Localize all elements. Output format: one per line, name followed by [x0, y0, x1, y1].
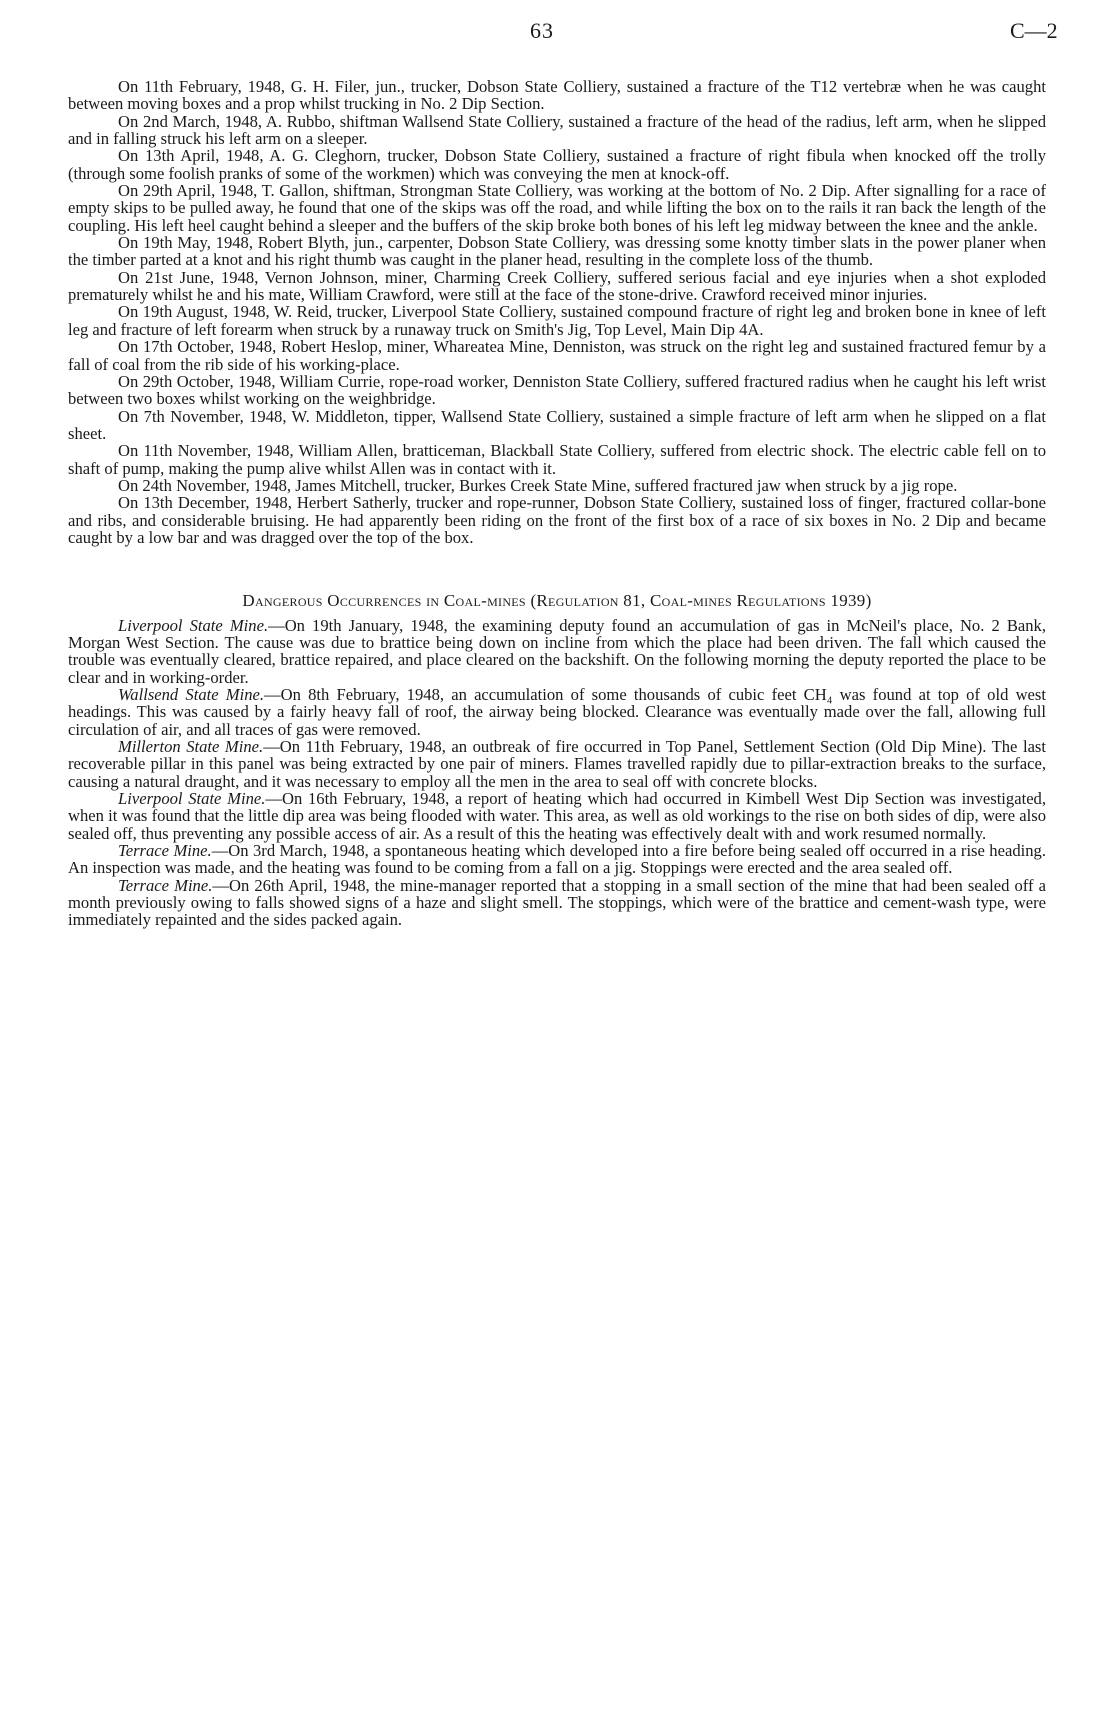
accident-paragraph: On 21st June, 1948, Vernon Johnson, miner, Charming Creek Colliery, suffered serious facial and eye injuries when a shot exploded prematurely whilst he and his mate, William Crawford, were still at the face of the stone-drive. Crawford received minor injuries. — [68, 267, 1046, 305]
page-number: 63 — [530, 18, 554, 43]
page-reference: C—2 — [1010, 18, 1058, 43]
occurrence-paragraph — [68, 686, 1046, 738]
accident-paragraph: On 11th February, 1948, G. H. Filer, jun., trucker, Dobson State Colliery, sustained a fracture of the T12 vertebræ when he was caught between moving boxes and a prop whilst trucking in No. 2 Dip Section. — [68, 77, 1046, 114]
page-header — [0, 14, 1114, 50]
occurrence-paragraph — [68, 617, 1046, 686]
page-body — [68, 78, 1046, 929]
occurrence-paragraph — [68, 790, 1046, 842]
accident-paragraph: On 29th April, 1948, T. Gallon, shiftman, Strongman State Colliery, was working at the bottom of No. 2 Dip. After signalling for a race of empty skips to be pulled away, he found that one of the skips was off the road, and while lifting the box on to the rails it ran back the length of the coupling. His left heel caught behind a sleeper and the buffers of the skip broke both bones of his left leg midway between the knee and the ankle. — [68, 181, 1046, 235]
accident-paragraph: On 11th November, 1948, William Allen, bratticeman, Blackball State Colliery, suffered from electric shock. The electric cable fell on to shaft of pump, making the pump alive whilst Allen was in contact with it. — [68, 441, 1046, 478]
mine-name: Wallsend State Mine. — [118, 685, 265, 704]
accident-paragraph: On 13th December, 1948, Herbert Satherly, trucker and rope-runner, Dobson State Colliery, sustained loss of finger, fractured collar-bone and ribs, and considerable bruising. He had apparently been riding on the front of the first box of a race of six boxes in No. 2 Dip and became caught by a low bar and was dragged over the top of the box. — [68, 493, 1046, 547]
occurrence-paragraph — [68, 842, 1046, 877]
mine-name: Millerton State Mine. — [118, 737, 264, 757]
accident-paragraph: On 2nd March, 1948, A. Rubbo, shiftman Wallsend State Colliery, sustained a fracture of the head of the radius, left arm, when he slipped and in falling struck his left arm on a sleeper. — [68, 111, 1046, 149]
occurrence-text: —On 26th April, 1948, the mine-manager reported that a stopping in a small section of the mine that had been sealed off a month previously owing to falls showed signs of a haze and slight smell. The stoppings, which were of the brattice and cement-wash type, were immediately repainted and the sides packed again. — [68, 875, 1047, 930]
mine-name: Liverpool State Mine. — [118, 789, 266, 809]
accident-paragraph: On 19th August, 1948, W. Reid, trucker, Liverpool State Colliery, sustained compound fracture of right leg and broken bone in knee of left leg and fracture of left forearm when struck by a runaway truck on Smith's Jig, Top Level, Main Dip 4A. — [68, 302, 1046, 339]
section-heading: Dangerous Occurrences in Coal-mines (Regulation 81, Coal-mines Regulations 1939) — [242, 591, 872, 611]
accident-paragraph: On 7th November, 1948, W. Middleton, tipper, Wallsend State Colliery, sustained a simple fracture of left arm when he slipped on a flat sheet. — [68, 406, 1046, 443]
occurrence-text: —On 16th February, 1948, a report of heating which had occurred in Kimbell West Dip Section was investigated, when it was found that the little dip area was being flooded with water. This area, as well as old workings to the rise on both sides of dip, were also sealed off, thus preventing any possible access of air. As a result of this the heating was effectively dealt with and work resumed normally. — [68, 789, 1046, 843]
accident-paragraph: On 24th November, 1948, James Mitchell, trucker, Burkes Creek State Mine, suffered fractured jaw when struck by a jig rope. — [118, 475, 958, 495]
occurrence-text: —On 3rd March, 1948, a spontaneous heating which developed into a fire before being sealed off occurred in a rise heading. An inspection was made, and the heating was found to be coming from a fall on a jig. Stoppings were erected and the area sealed off. — [68, 841, 1046, 878]
mine-name: Terrace Mine. — [118, 841, 212, 861]
accident-paragraph: On 19th May, 1948, Robert Blyth, jun., carpenter, Dobson State Colliery, was dressing some knotty timber slats in the power planer when the timber parted at a knot and his right thumb was caught in the planer head, resulting in the complete loss of the thumb. — [68, 233, 1046, 270]
occurrence-paragraph — [68, 877, 1046, 929]
mine-name: Terrace Mine. — [118, 875, 213, 895]
accident-paragraph: On 29th October, 1948, William Currie, rope-road worker, Denniston State Colliery, suffered fractured radius when he caught his left wrist between two boxes whilst working on the weighbridge. — [68, 371, 1046, 409]
occurrence-text: —On 11th February, 1948, an outbreak of fire occurred in Top Panel, Settlement Section (Old Dip Mine). The last recoverable pillar in this panel was being extracted by one pair of miners. Flames travelled rapidly due to pillar-extraction breaks to the surface, causing a natural draught, and it was necessary to employ all the men in the area to seal off with concrete blocks. — [68, 737, 1047, 791]
accident-paragraph: On 13th April, 1948, A. G. Cleghorn, trucker, Dobson State Colliery, sustained a fracture of right fibula when knocked off the trolly (through some foolish pranks of some of the workmen) which was conveying the men at knock-off. — [68, 146, 1046, 183]
occurrence-text: —On 19th January, 1948, the examining deputy found an accumulation of gas in McNeil's place, No. 2 Bank, Morgan West Section. The cause was due to brattice being down on incline from which the place had been driven. The fall which caused the trouble was eventually cleared, brattice repaired, and place cleared on the backshift. On the following morning the deputy reported the place to be clear and in working-order. — [68, 615, 1046, 687]
occurrence-paragraph — [68, 738, 1046, 790]
occurrence-text: —On 8th February, 1948, an accumulation of some thousands of cubic feet CH₄ was found at top of old west headings. This was caused by a fairly heavy fall of roof, the airway being blocked. Clearance was eventually made over the fall, allowing full circulation of air, and all traces of gas were removed. — [68, 685, 1046, 739]
accident-paragraph: On 17th October, 1948, Robert Heslop, miner, Whareatea Mine, Denniston, was struck on the right leg and sustained fractured femur by a fall of coal from the rib side of his working-place. — [68, 337, 1046, 374]
mine-name: Liverpool State Mine. — [118, 615, 269, 635]
